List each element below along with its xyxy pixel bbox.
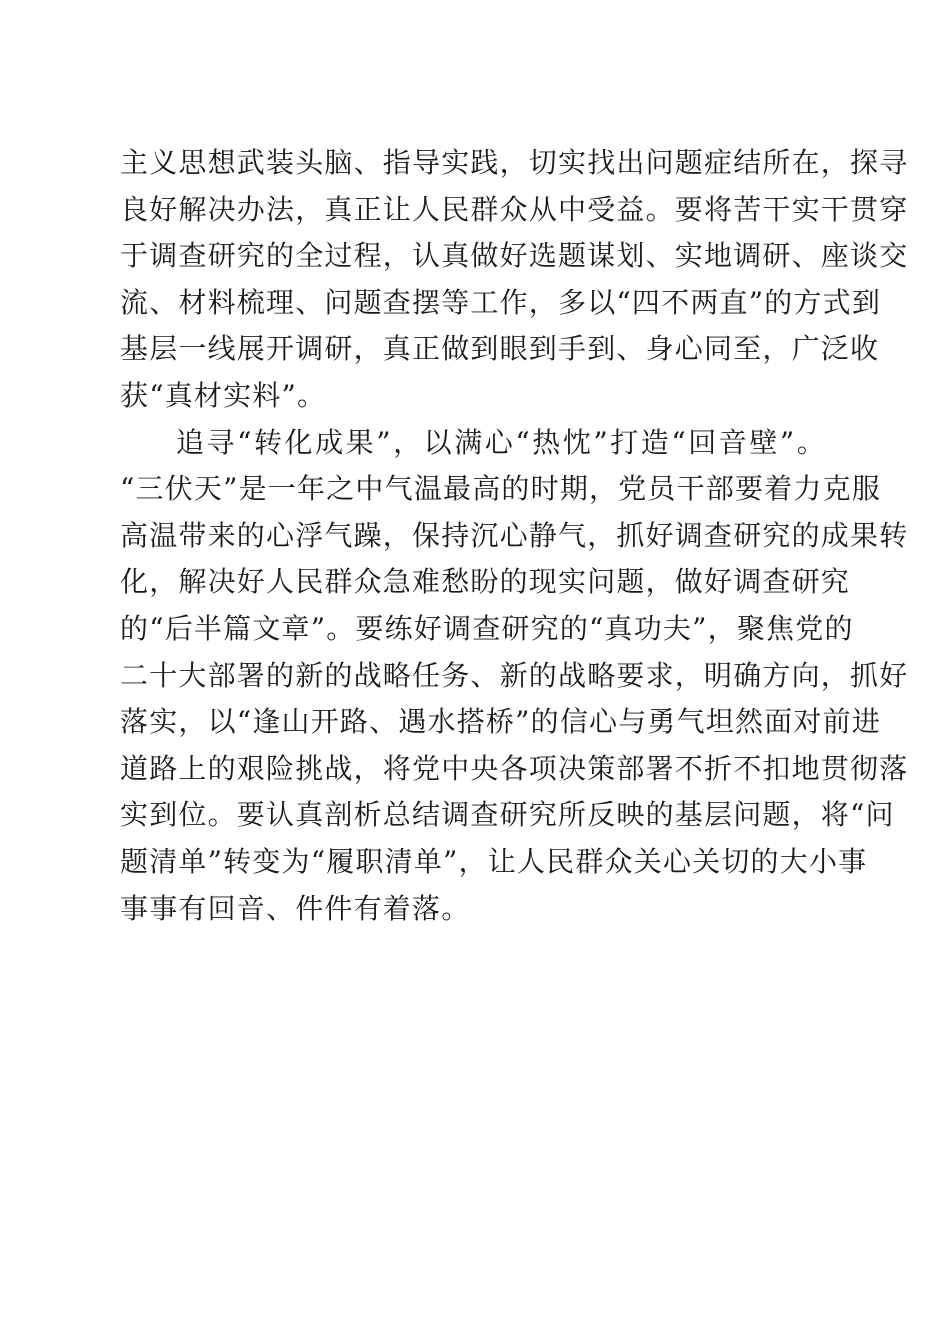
paragraph-line: 主义思想武装头脑、指导实践，切实找出问题症结所在，探寻 — [120, 146, 909, 179]
paragraph-line: 获“真材实料”。 — [120, 378, 327, 412]
paragraph-line: 落实，以“逢山开路、遇水搭桥”的信心与勇气坦然面对前进 — [120, 705, 882, 739]
paragraph-line: 高温带来的心浮气躁，保持沉心静气，抓好调查研究的成果转 — [120, 518, 909, 552]
paragraph-line: 良好解决办法，真正让人民群众从中受益。要将苦干实干贯穿 — [120, 192, 909, 226]
paragraph-line: 基层一线展开调研，真正做到眼到手到、身心同至，广泛收 — [120, 332, 880, 366]
paragraph-line: 于调查研究的全过程，认真做好选题谋划、实地调研、座谈交 — [120, 239, 909, 273]
paragraph-line: 事事有回音、件件有着落。 — [120, 891, 471, 925]
paragraph-line: “三伏天”是一年之中气温最高的时期，党员干部要着力克服 — [120, 472, 882, 506]
paragraph-line: 道路上的艰险挑战，将党中央各项决策部署不折不扣地贯彻落 — [120, 751, 909, 785]
paragraph-line: 流、材料梳理、问题查摆等工作，多以“四不两直”的方式到 — [120, 285, 882, 319]
paragraph-line: 实到位。要认真剖析总结调查研究所反映的基层问题，将“问 — [120, 798, 895, 832]
paragraph-line: 化，解决好人民群众急难愁盼的现实问题，做好调查研究 — [120, 565, 851, 599]
paragraph-1 — [120, 140, 909, 420]
paragraph-line: 题清单”转变为“履职清单”，让人民群众关心关切的大小事 — [120, 844, 868, 878]
document-body — [120, 140, 909, 932]
paragraph-line: 二十大部署的新的战略任务、新的战略要求，明确方向，抓好 — [120, 658, 909, 692]
paragraph-line: 的“后半篇文章”。要练好调查研究的“真功夫”，聚焦党的 — [120, 611, 854, 645]
paragraph-2 — [120, 420, 909, 933]
paragraph-line: 追寻“转化成果”，以满心“热忱”打造“回音壁”。 — [176, 425, 826, 459]
